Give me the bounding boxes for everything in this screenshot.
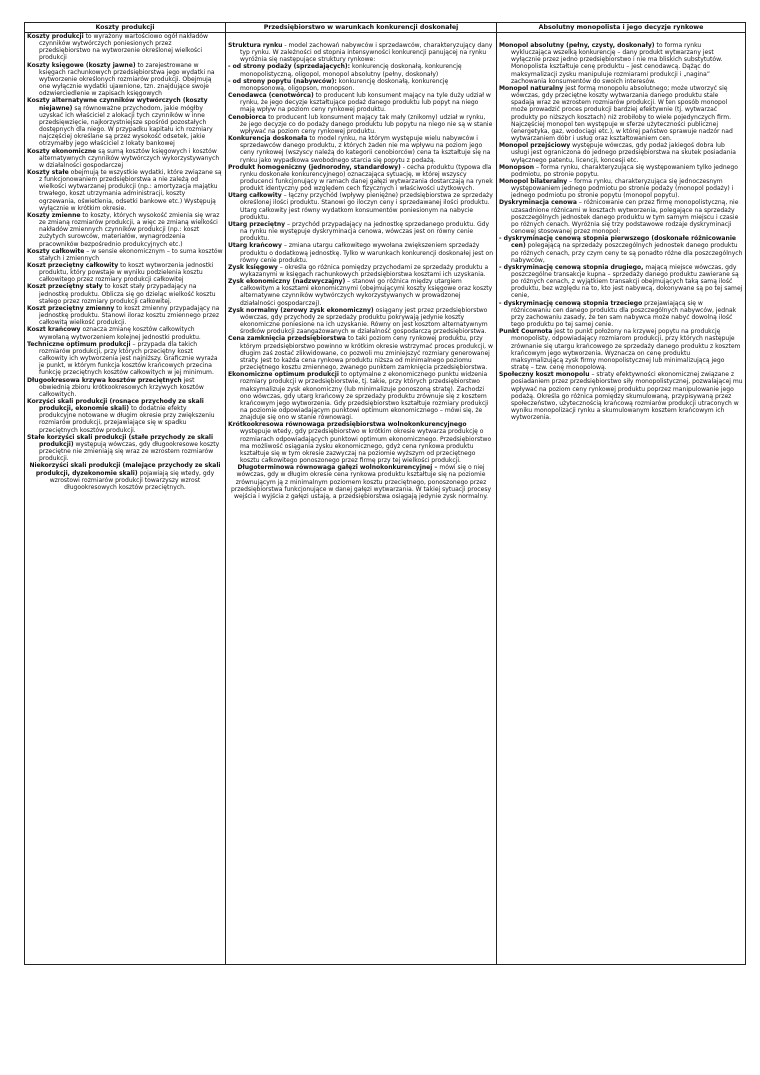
definition-term: Utarg krańcowy	[228, 242, 282, 250]
definition-entry	[27, 62, 223, 98]
definition-entry	[228, 371, 494, 421]
definition-entry	[499, 235, 743, 264]
definition-term: Krótkookresowa równowaga przedsiębiorstwa wolnokonkurencyjnego	[228, 421, 467, 429]
definition-entry	[228, 307, 494, 336]
definition-entry	[27, 97, 223, 147]
definition-entry	[499, 264, 743, 300]
definition-term: Struktura rynku	[228, 42, 283, 49]
definition-text: jest obwiednią zbioru krótkookresowych krzywych kosztów całkowitych.	[39, 376, 204, 398]
content-row	[25, 33, 746, 965]
definition-entry	[228, 278, 494, 307]
definition-text: występują wówczas, gdy długookresowe koszty przeciętne nie zmieniają się wraz ze wzrostem rozmiarów produkcji.	[39, 440, 220, 463]
definition-term: Utarg całkowity	[228, 192, 282, 200]
definition-text: to koszty, których wysokość zmienia się wraz ze zmianą rozmiarów produkcji, a więc ze zmianą wielkości nakładów zmiennych czynników produkcji (np.: koszt zużytych surowców, materiałów, wynagrodzenia pracowników bezpośrednio produkcyjnych etc.)	[39, 211, 220, 248]
definition-entry	[27, 305, 223, 326]
definition-entry	[499, 328, 743, 371]
definition-term: Koszty całkowite	[27, 247, 85, 255]
definition-entry	[27, 169, 223, 212]
spacer	[499, 33, 743, 42]
definition-text: osiągany jest przez przedsiębiorstwo wówczas, gdy przychody ze sprzedaży produktu pokrywają jedynie koszty ekonomiczne poniesione na ich uzyskanie. Równy on jest kosztom alternatywnym środków produkcji zaangażowanych w działalność gospodarczą przedsiębiorstwa.	[240, 306, 488, 336]
definition-term: Cenodawca (cenotwórca)	[228, 92, 314, 100]
definition-term: Koszty stałe	[27, 168, 69, 176]
definition-text: pojawiają się wtedy, gdy wzrostowi rozmiarów produkcji towarzyszy wzrost długookresowych kosztów przeciętnych.	[49, 469, 215, 491]
definition-term: - od strony podaży (sprzedających):	[228, 63, 351, 71]
definition-text: konkurencję doskonałą, konkurencję monopolistyczną, oligopol, monopol absolutny (pełny, doskonały)	[240, 63, 462, 78]
definition-entry	[228, 135, 494, 164]
column-monopoly	[497, 33, 746, 965]
definition-term: Techniczne optimum produkcji	[27, 340, 131, 348]
definition-text: - cecha produktu (typowa dla rynku doskonałe konkurencyjnego) oznaczająca sytuację, w której wszyscy producenci funkcjonujący w ramach danej gałęzi wytwarzania dostarczają na rynek produkt identyczny pod względem cech fizycznych i właściwości użytkowych.	[240, 163, 493, 193]
definition-term: - dyskryminację cenową stopnia trzeciego	[499, 299, 643, 307]
definition-term: Korzyści skali produkcji (rosnące przychody ze skali produkcji, ekonomie skali)	[27, 397, 204, 413]
definition-entry	[499, 371, 743, 421]
definition-term: Cenobiorca	[228, 113, 267, 121]
definition-text: to zarejestrowane w księgach rachunkowych przedsiębiorstwa jego wydatki na wytworzenie określonych rozmiarów produkcji. Obejmują one wyłącznie wydatki ujawnione, tzn. znajdujące swoje odzwierciedlenie w zapisach księgowych	[39, 61, 215, 98]
definition-entry	[27, 398, 223, 434]
definition-term: Monopol absolutny (pełny, czysty, doskonały)	[499, 42, 655, 49]
definition-term: Ekonomiczne optimum produkcji	[228, 371, 339, 379]
definition-text: to koszt wytworzenia jednostki produktu, który powstaje w wyniku podzielenia kosztu całkowitego przez rozmiary produkcji całkowitej	[39, 262, 214, 284]
definition-text: występuje wówczas, gdy podaż jakiegoś dobra lub usługi jest ograniczona do jednego przedsiębiorstwa na skutek posiadania wyłącznego patentu, licencji, koncesji etc.	[511, 142, 736, 164]
definition-term: Społeczny koszt monopolu	[499, 371, 590, 379]
definition-text: polegającą na sprzedaży poszczególnych jednostek danego produktu po różnych cenach, przy czym ceny te są ponadto różne dla poszczególnych nabywców,	[511, 242, 743, 264]
definition-term: Niekorzyści skali produkcji (malejące przychody ze skali produkcji, dyzekonomie skali)	[29, 462, 221, 477]
definition-text: obejmują te wszystkie wydatki, które związane są z funkcjonowaniem przedsiębiorstwa a nie zależą od wielkości wytwarzanej produkcji (np.: amortyzacja majątku trwałego, koszt utrzymania administracji, koszty ogrzewania, oświetlenia, odsetki bankowe etc.) Występują wyłącznie w krótkim okresie.	[39, 168, 222, 212]
definition-term: Cena zamknięcia przedsiębiorstwa	[228, 335, 346, 343]
definition-text: to dodatnie efekty produkcyjne notowane w długim okresie przy zwiększeniu rozmiarów produkcji, przejawiające się w spadku przeciętnych kosztów produkcji.	[39, 405, 215, 434]
definition-text: konkurencję doskonałą, konkurencję monopsonową, oligopson, monopson.	[240, 77, 449, 92]
definition-term: Koszt przeciętny całkowity	[27, 262, 119, 269]
column-header-monopoly: Absolutny monopolista i jego decyzje rynkowe	[497, 23, 746, 33]
definition-term: Zysk księgowy	[228, 263, 278, 271]
definition-entry	[27, 262, 223, 283]
definition-entry	[228, 264, 494, 278]
definition-term: Długoterminowa równowaga gałęzi wolnokonkurencyjnej –	[237, 464, 438, 472]
definition-text: – forma rynku, charakteryzująca się występowaniem tylko jednego podmiotu, po stronie popytu.	[511, 163, 738, 178]
definition-term: Zysk ekonomiczny (nadzwyczajny)	[228, 278, 346, 286]
definition-entry	[228, 464, 494, 500]
definition-entry	[499, 178, 743, 199]
definition-term: Koszt krańcowy	[27, 326, 81, 334]
definition-entry	[499, 164, 743, 178]
definition-term: Długookresowa krzywa kosztów przeciętnych	[27, 376, 182, 384]
spacer	[228, 33, 494, 42]
definition-term: Monopol bilateralny	[499, 177, 568, 185]
definition-entry	[228, 164, 494, 193]
definition-term: Konkurencja doskonała	[228, 135, 308, 143]
definition-term: - dyskryminację cenową stopnia pierwszego (doskonałe różnicowanie cen)	[499, 235, 736, 250]
definition-text: są równoważne przychodom, jakie mógłby uzyskać ich właściciel z alokacji tych czynników w inne przedsięwzięcie, najkorzystniejsze spośród pozostałych dostępnych dla niego. W przypadku kapitału ich rozmiary najczęściej określane są przez wysokość odsetek, jakie otrzymałby jego właściciel z lokaty bankowej	[39, 104, 213, 148]
definition-entry	[27, 148, 223, 169]
definition-term: Koszty zmienne	[27, 211, 81, 219]
definition-text: mówi się o niej wówczas, gdy w długim okresie cena rynkowa produktu kształtuje się na poziomie zrównującym ją z minimalnym poziomem kosztu przeciętnego, ponoszonego przez przedsiębiorstwa funkcjonujące w danej gałęzi wytwarzania. W takiej sytuacji procesy wejścia i wyjścia z gałęzi ustają, a przedsiębiorstwa osiągają jedynie zysk normalny.	[230, 464, 492, 500]
column-perfect-competition	[226, 33, 497, 965]
definition-text: – zmiana utargu całkowitego wywołana zwiększeniem sprzedaży produktu o dodatkową jednostkę. Tylko w warunkach konkurencji doskonałej jest on równy cenie produktu.	[240, 242, 494, 264]
definition-term: Utarg przeciętny	[228, 220, 286, 228]
definition-entry	[499, 85, 743, 142]
definition-term: Koszty alternatywne czynników wytwórczych (koszty niejawne)	[27, 97, 208, 112]
definition-entry	[27, 434, 223, 463]
definition-text: przejawiającą się w różnicowaniu cen danego produktu dla poszczególnych nabywców, jednak przy zachowaniu zasady, że ten sam nabywca może nabyć dowolną ilość tego produktu po tej samej cenie.	[511, 299, 737, 329]
definition-entry	[228, 221, 494, 242]
definition-entry	[499, 199, 743, 235]
definition-text: – stanowi go różnica między utargiem całkowitym a kosztami ekonomicznymi (obejmującymi koszty księgowe oraz koszty alternatywne czynników wytwórczych wykorzystywanych w prowadzonej działalności gospodarczej).	[240, 278, 493, 307]
definition-text: jest formą monopolu absolutnego; może utworzyć się wówczas, gdy przeciętne koszty wytwarzania danego produktu stale spadają wraz ze wzrostem rozmiarów produkcji. W ten sposób monopol może prowadzić proces produkcji bardziej efektywnie (tj. wytwarzać produkty po niższych kosztach) niż zrobiłoby to wiele pojedynczych firm. Najczęściej monopol ten występuje w sferze użyteczności publicznej (energetyka, gaz, wodociągi etc.), w której państwo sprawuje nadzór nad wytwarzaniem dóbr i usług oraz kształtowaniem cen.	[511, 84, 733, 143]
definition-term: Monopol przejściowy	[499, 142, 571, 150]
header-row	[25, 23, 746, 33]
column-header-perfect-competition: Przedsiębiorstwo w warunkach konkurencji doskonałej	[226, 23, 497, 33]
definition-entry	[499, 42, 743, 85]
definition-entry	[228, 421, 494, 464]
column-header-costs: Koszty produkcji	[25, 23, 226, 33]
definition-term: Produkt homogeniczny (jednorodny, standardowy)	[228, 163, 401, 171]
definition-entry	[228, 63, 494, 77]
definition-text: – straty efektywności ekonomicznej związane z posiadaniem przez przedsiębiorstwo siły monopolistycznej, pozwalającej mu wpływać na poziom ceny rynkowej produktu poprzez manipulowanie jego podażą. Określa go różnica pomiędzy skumulowaną, przypisywaną przez społeczeństwo, użytecznością krańcową rozmiarów produkcji utraconych w wyniku monopolizacji rynku a skumulowanym kosztem krańcowym ich wytworzenia.	[511, 371, 743, 422]
definition-term: Stałe korzyści skali produkcji (stałe przychody ze skali produkcji)	[27, 433, 214, 448]
definition-text: są sumą kosztów księgowych i kosztów alternatywnych czynników wytwórczych wykorzystywanych w działalności gospodarczej	[39, 147, 220, 169]
definition-entry	[228, 114, 494, 135]
definition-term: Koszt przeciętny zmienny	[27, 304, 115, 312]
definition-text: - model zachowań nabywców i sprzedawców, charakteryzujący dany typ rynku. W zależności od stopnia intensywności konkurencji panującej na rynku wyróżnia się następujące struktury rynkowe:	[240, 42, 493, 64]
definition-entry	[27, 462, 223, 491]
definition-term: Koszt przeciętny stały	[27, 283, 103, 291]
definition-text: – różnicowanie cen przez firmę monopolistyczną, nie uzasadnione różnicami w kosztach wytworzenia, polegające na sprzedaży poszczególnych jednostek danego produktu w tym samym miejscu i czasie po różnych cenach. Wyróżnia się trzy podstawowe rodzaje dyskryminacji cenowej stosowanej przez monopol:	[511, 199, 739, 236]
definitions-table	[24, 22, 746, 965]
definition-term: Koszty ekonomiczne	[27, 147, 97, 155]
definition-text: oznacza zmianę kosztów całkowitych wywołaną wytworzeniem kolejnej jednostki produktu.	[39, 326, 201, 341]
definition-entry	[228, 42, 494, 63]
definition-entry	[499, 300, 743, 329]
definition-entry	[228, 335, 494, 371]
definition-text: to wyrażony wartościowo ogół nakładów czynników wytwórczych poniesionych przez przedsiębiorstwo na wytworzenie określonej wielkości produkcji	[39, 33, 208, 62]
definition-text: mającą miejsce wówczas, gdy poszczególne transakcje kupna – sprzedaży danego produktu zawierane są po różnych cenach, z wyjątkiem transakcji obejmujących taką samą ilość produktu, bez względu na to, kto jest nabywcą, dokonywane są po tej samej cenie,	[511, 263, 743, 300]
definition-text: to taki poziom ceny rynkowej produktu, przy którym przedsiębiorstwo powinno w krótkim okresie wstrzymać proces produkcji, w długim zaś zostać zlikwidowane, co pozwoli mu zminiejszyć rozmiary generowanej straty. Jest to każda cena rynkowa produktu niższa od minimalnego poziomu przeciętnego kosztu zmiennego, zwanego punktem zamknięcia przedsiębiorstwa.	[240, 335, 493, 372]
definition-term: - dyskryminację cenową stopnia drugiego,	[499, 263, 644, 271]
definition-text: – przypada dla takich rozmiarów produkcji, przy których przeciętny koszt całkowity ich wytworzenia jest najniższy. Graficznie wyraża je punkt, w którym funkcja kosztów krańcowych przecina funkcję przeciętnych kosztów całkowitych w jej minimum.	[39, 340, 218, 377]
definition-entry	[27, 283, 223, 304]
definition-text: to forma rynku wykluczająca wszelką konkurencję – dany produkt wytwarzany jest wyłącznie przez jedno przedsiębiorstwo i nie ma bliskich substytutów. Monopolista kształtuje cenę produktu – jest cenodawcą. Dążąc do maksymalizacji zysku manipuluje rozmiarami produkcji i „nagina” zachowania konsumentów do swoich interesów.	[511, 42, 723, 85]
definition-term: - od strony popytu (nabywców):	[228, 77, 337, 85]
definition-text: to optymalne z ekonomicznego punktu widzenia rozmiary produkcji w przedsiębiorstwie, tj. takie, przy których przedsiębiorstwo maksymalizuje zysk ekonomiczny (lub minimalizuje ponoszoną stratę). Zachodzi ono wówczas, gdy utarg krańcowy ze sprzedaży produktu zrównuje się z kosztem krańcowym jego wytworzenia. Gdy przedsiębiorstwo kształtuje rozmiary produkcji na poziomie odpowiadającym punktowi optimum ekonomicznego – mówi się, że znajduje się ono w stanie równowagi.	[240, 371, 489, 422]
definition-term: Monopson	[499, 163, 535, 171]
definition-text: jest to punkt położony na krzywej popytu na produkcję monopolisty, odpowiadający rozmiarom produkcji, przy których następuje zrównanie się utargu krańcowego ze sprzedaży danego produktu z kosztem krańcowym jego wytworzenia. Wyznacza on cenę produktu maksymalizującą zysk firmy monopolistycznej lub minimalizującą jego stratę – tzw. cenę monopolową.	[511, 328, 741, 372]
definition-text: to producent lub konsument mający tak mały (znikomy) udział w rynku, że jego decyzje co do podaży danego produktu lub popytu na niego nie są w stanie wpływać na poziom ceny rynkowej produktu.	[240, 113, 493, 135]
definition-entry	[27, 212, 223, 248]
definition-entry	[499, 142, 743, 163]
definition-entry	[27, 248, 223, 262]
document-page	[24, 22, 743, 964]
definition-term: Monopol naturalny	[499, 84, 564, 92]
definition-entry	[27, 326, 223, 340]
definition-text: to producent lub konsument mający na tyle duży udział w rynku, że jego decyzje kształtujące podaż danego produktu lub popyt na niego mają wpływ na poziom ceny rynkowej produktu.	[240, 92, 491, 114]
definition-term: Koszty produkcji	[27, 33, 84, 40]
definition-entry	[228, 92, 494, 113]
definition-term: Dyskryminacja cenowa	[499, 199, 577, 207]
definition-text: – forma rynku, charakteryzująca się jednoczesnym występowaniem jednego podmiotu po stronie podaży (monopol podaży) i jednego podmiotu po stronie popytu (monopol popytu).	[511, 177, 734, 200]
definition-entry	[228, 242, 494, 263]
column-costs	[25, 33, 226, 965]
definition-text: to koszt zmienny przypadający na jednostkę produktu. Stanowi iloraz kosztu zmiennego przez całkowitą wielkość produkcji.	[39, 304, 220, 327]
definition-text: – przychód przypadający na jednostkę sprzedanego produktu. Gdy na rynku nie występuje dyskryminacja cenowa, wówczas jest on równy cenie produktu.	[240, 220, 490, 243]
definition-text: – w sensie ekonomicznym – to suma kosztów stałych i zmiennych	[39, 247, 223, 262]
definition-entry	[228, 192, 494, 221]
definition-entry	[27, 33, 223, 62]
definition-term: Koszty księgowe (koszty jawne)	[27, 61, 136, 69]
definition-term: Zysk normalny (zerowy zysk ekonomiczny)	[228, 306, 374, 314]
definition-entry	[27, 341, 223, 377]
definition-text: – łączny przychód (wpływy pieniężne) przedsiębiorstwa ze sprzedaży określonej ilości produktu. Stanowi go iloczyn ceny i sprzedawanej ilości produktu. Utarg całkowity jest równy wydatkom konsumentów poniesionym na nabycie produktu.	[240, 192, 493, 221]
definition-text: występuje wtedy, gdy przedsiębiorstwo w krótkim okresie wytwarza produkcję o rozmiarach odpowiadających punktowi optimum ekonomicznego. Przedsiębiorstwo ma możliwość osiągania zysku ekonomicznego, gdyż cena rynkowa produktu kształtuje się w tym okresie zazwyczaj na poziomie wyższym od przeciętnego kosztu całkowitego ponoszonego przez firmę przy tej wielkości produkcji.	[240, 428, 492, 465]
definition-text: – określa go różnica pomiędzy przychodami ze sprzedaży produktu a wykazanymi w księgach rachunkowych przedsiębiorstwa kosztami ich uzyskania.	[240, 263, 489, 278]
definition-text: to koszt stały przypadający na jednostkę produktu. Oblicza się go dzieląc wielkość kosztu stałego przez rozmiary produkcji całkowitej.	[39, 283, 216, 305]
definition-entry	[228, 78, 494, 92]
definition-term: Punkt Cournota	[499, 328, 553, 336]
definition-text: to model rynku, na którym występuje wielu nabywców i sprzedawców danego produktu, z których żaden nie ma wpływu na poziom jego ceny rynkowej (wszyscy należą do kategorii cenobiorców) cena ta kształtuje się na rynku jako wypadkowa swobodnego starcia się popytu z podażą.	[240, 135, 491, 164]
definition-entry	[27, 377, 223, 398]
